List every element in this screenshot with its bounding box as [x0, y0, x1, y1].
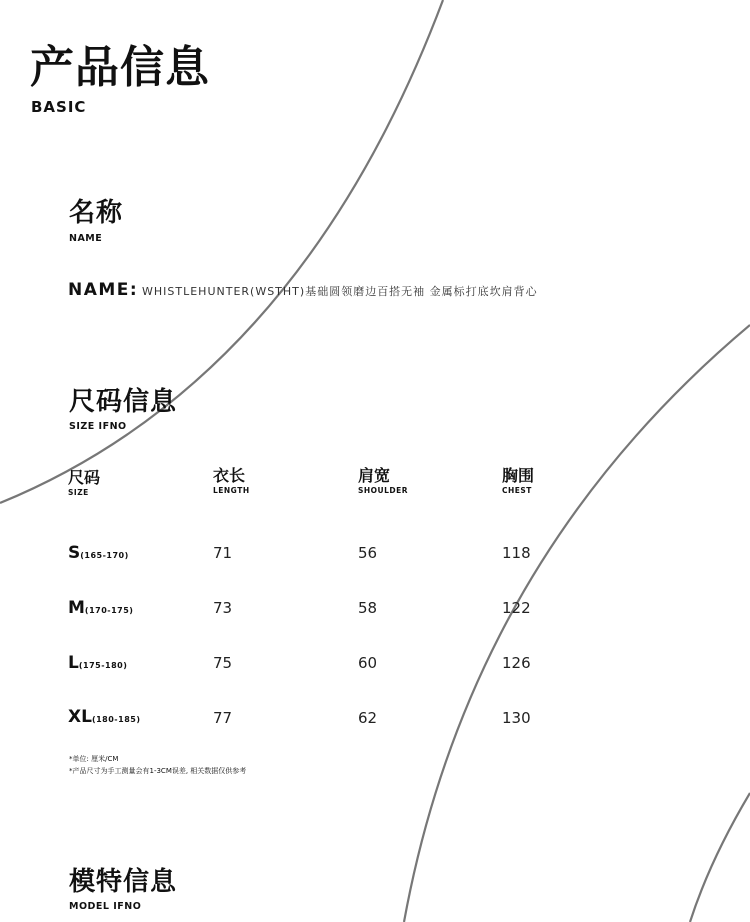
cell-length: 77: [213, 709, 233, 727]
size-section-title: 尺码信息: [69, 387, 178, 417]
model-section-title: 模特信息: [69, 867, 178, 897]
table-row: [68, 655, 127, 673]
model-section-subtitle: MODEL IFNO: [69, 901, 142, 912]
decor-curve-3: [690, 793, 750, 922]
size-label: M: [68, 598, 85, 618]
name-label: NAME:: [68, 280, 139, 300]
size-range: (165-170): [80, 551, 129, 560]
col-header-size: [68, 470, 100, 497]
cell-shoulder: 62: [358, 709, 378, 727]
size-range: (170-175): [84, 606, 134, 615]
table-row: [68, 545, 129, 563]
note-disclaimer: *产品尺寸为手工测量会有1-3CM误差, 相关数据仅供参考: [69, 767, 247, 775]
col-header-length: [213, 468, 250, 495]
col-header-en: SIZE: [68, 488, 89, 497]
size-label: S: [68, 543, 81, 563]
cell-shoulder: 58: [358, 599, 378, 617]
col-header-cn: 肩宽: [358, 466, 391, 485]
col-header-en: LENGTH: [213, 486, 250, 495]
cell-chest: 118: [502, 544, 531, 562]
cell-chest: 130: [502, 709, 531, 727]
col-header-cn: 尺码: [68, 468, 101, 487]
cell-shoulder: 56: [358, 544, 378, 562]
name-section-title: 名称: [69, 198, 124, 228]
col-header-en: SHOULDER: [358, 486, 409, 495]
page-subtitle: BASIC: [31, 98, 87, 116]
cell-length: 71: [213, 544, 233, 562]
table-row: [68, 600, 133, 618]
page-title: 产品信息: [30, 42, 210, 93]
cell-length: 75: [213, 654, 233, 672]
size-label: XL: [68, 707, 92, 727]
name-section-subtitle: NAME: [69, 233, 103, 244]
col-header-shoulder: [358, 468, 408, 495]
size-range: (175-180): [78, 661, 128, 670]
col-header-cn: 衣长: [213, 466, 246, 485]
cell-chest: 122: [502, 599, 531, 617]
col-header-chest: [502, 468, 534, 495]
col-header-en: CHEST: [502, 486, 532, 495]
cell-chest: 126: [502, 654, 531, 672]
cell-shoulder: 60: [358, 654, 378, 672]
col-header-cn: 胸围: [502, 466, 535, 485]
note-unit: *单位: 厘米/CM: [69, 755, 119, 763]
size-section-subtitle: SIZE IFNO: [69, 421, 127, 432]
size-label: L: [68, 653, 79, 673]
cell-length: 73: [213, 599, 233, 617]
product-name: WHISTLEHUNTER(WSTHT)基础圆领磨边百搭无袖 金属标打底坎肩背心: [142, 285, 538, 298]
table-row: [68, 709, 140, 727]
decor-curve-2: [404, 325, 750, 922]
size-range: (180-185): [91, 715, 141, 724]
